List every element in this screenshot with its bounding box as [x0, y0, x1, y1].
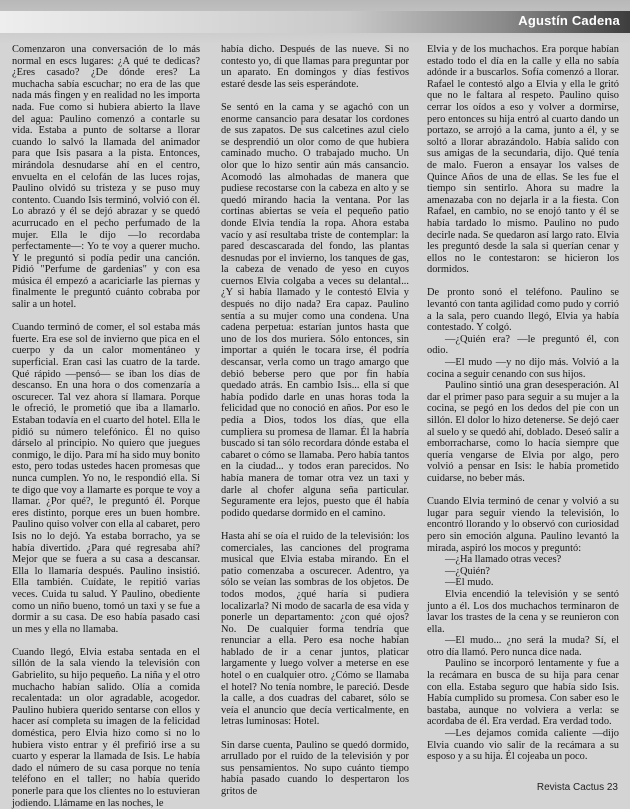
paragraph: Hasta ahí se oía el ruido de la televisión: los comerciales, las canciones del programa musical que Elvia estaba mirando. En el patio comenzaba a oscurecer. Adentro, ya sólo se veían las sombras de los objetos. De todos modos, ¿qué haría si pudiera localizarla? Ni modo de sacarla de esa vida y ponerle un departamento: ¿con qué ojos? No. De cualquier forma tendría que renunciar a ella. Pero esa noche habían hablado de ir a cenar juntos, platicar largamente y luego volver a meterse en ese hotel o en cualquier otro. ¿Cómo se llamaba el hotel? No tenía nombre, le pareció. Desde la calle, a dos cuadras del cabaret, sólo se veía el anuncio que decía verticalmente, en letras luminosas: Hotel.	[221, 530, 409, 728]
dialogue-line: —Les dejamos comida caliente —dijo Elvia cuando vio salir de la recámara a su esposo y a su hija. Él cojeaba un poco.	[427, 728, 619, 763]
paragraph: Cuando llegó, Elvia estaba sentada en el sillón de la sala viendo la televisión con Gabrielito, su hijo pequeño. La niña y el otro muchacho habían salido. Olía a comida recalentada: un olor agradable, acogedor. Paulino hubiera querido sentarse con ellos y hacer así completa su imagen de la felicidad doméstica, pero Elvia hizo como si no lo hubiera visto entrar y él prefirió irse a su cuarto y esperar la llamada de Isis. Le había dado el número de su casa porque no tenía teléfono en el taller; no había querido ponerle para que los clientes no lo estuvieran jodiendo. Llámame en las noches, le	[12, 646, 200, 809]
paragraph: Elvia encendió la televisión y se sentó junto a él. Los dos muchachos terminaron de lavar los trastes de la cena y se reunieron con ella.	[427, 588, 619, 635]
dialogue-line: —¿Quién?	[445, 565, 491, 577]
dialogue-line: —El mudo.	[445, 577, 494, 589]
paragraph: De pronto sonó el teléfono. Paulino se levantó con tanta agilidad como pudo y corrió a la sala, pero cuando llegó, Elvia ya había contestado. Y colgó.	[427, 287, 619, 334]
text-column-2	[221, 44, 409, 797]
paragraph: Sin darse cuenta, Paulino se quedó dormido, arrullado por el ruido de la televisión y por sus pensamientos. No supo cuánto tiempo había pasado cuando lo despertaron los gritos de	[221, 739, 409, 797]
paragraph: Paulino se incorporó lentamente y fue a la recámara en busca de su hija para cenar con ella. Estaba seguro que había sido Isis. Había cumplido su promesa. Con saber eso le bastaba, aunque no volviera a verla: se acordaba de él. Era verdad. Era verdad todo.	[427, 658, 619, 728]
footer-magazine-page: Revista Cactus 23	[536, 782, 618, 793]
paragraph: Cuando terminó de comer, el sol estaba más fuerte. Era ese sol de invierno que pica en el cuerpo y da un calor momentáneo y superficial. Eran casi las cuatro de la tarde. Qué rápido —pensó— se iban los días de descanso. En una hora o dos comenzaría a oscurecer. Tal vez ahora sí llamara. Porque le ofreció, le prometió que iba a llamarlo. Estaban todavía en el cuarto del hotel. Ella le pidió su número telefónico. Él no quiso dárselo al principio. No quiero que juegues conmigo, le dijo. Para mí ha sido muy bonito esto, pero todas ustedes hacen promesas que nunca cumplen. Yo no, le respondió ella. Si te digo que voy a llamarte es porque te voy a llamar. ¿Por qué?, le preguntó él. Porque eres distinto, porque eres un buen hombre. Paulino quiso volver con ella al cabaret, pero Isis no lo dejó. Ya estaba borracho, ya se había divertido. ¿Para qué regresaba ahí? Mejor que se fuera a su casa a descansar. Ella lo llamaría después. Paulino insistió. Ella también. Cuídate, le repitió varias veces. Cuida tu salud. Y Paulino, obediente como un niño bueno, tomó un taxi y se fue a dormir a su casa. De eso había pasado casi un mes y ella no llamaba.	[12, 322, 200, 635]
paragraph: Cuando Elvia terminó de cenar y volvió a su lugar para seguir viendo la televisión, lo encontró llorando y lo observó con curiosidad pero sin emoción alguna. Paulino levantó la mirada, aspiró los mocos y preguntó:	[427, 496, 619, 554]
paragraph: Paulino sintió una gran desesperación. Al dar el primer paso para seguir a su mujer a la cocina, se pegó en los dedos del pie con un sillón. El dolor lo hizo detenerse. Se dejó caer al suelo y se quedó ahí, doblado. Deseó salir a emborracharse, como lo hacía siempre que quería vengarse de Elvia por algo, pero volvió a pensar en Isis: le había prometido cuidarse, no beber más.	[427, 380, 619, 484]
dialogue-line: —¿Ha llamado otras veces?	[445, 554, 562, 566]
paragraph: Comenzaron una conversación de lo más normal en escs lugares: ¿A qué te dedicas? ¿Eres casado? ¿De dónde eres? La muchacha sabía escuchar; no era de las que nada más fingen y en realidad no les importa nada. Fue como si hubiera abierto la llave del agua: Paulino comenzó a contarle su vida. Estaba a punto de soltarse a llorar cuando lo salvó la llamada del animador para que Isis pasara a la pista. Entonces, mirándola desnudarse ahí en el centro, envuelta en el celofán de las luces rojas, Paulino olvidó su tristeza y se puso muy contento. Cuando Isis terminó, volvió con él. Lo abrazó y él se dejó abrazar y se quedó acurrucado en el pecho perfumado de la mujer. Ella le dijo —lo recordaba perfectamente—: Yo te voy a querer mucho. Y le preguntó si podía pedir una canción. Pidió "Perfume de gardenias" y con esa música él empezó a acariciarle las piernas y finalmente le preguntó cuánto cobraba por salir a un hotel.	[12, 44, 200, 311]
dialogue-line: —El mudo... ¿no será la muda? Sí, el otro día llamó. Pero nunca dice nada.	[427, 635, 619, 658]
author-name: Agustín Cadena	[518, 13, 620, 28]
paragraph: Se sentó en la cama y se agachó con un enorme cansancio para desatar los cordones de sus zapatos. De sus calcetines azul cielo se desprendió un olor como de que hubiera caminado mucho. O trabajado mucho. Un olor que lo hizo sentir aún más cansancio. Acomodó las almohadas de manera que pudiese recostarse con la cabeza en alto y se quedó mirando hacia la ventana. Por las cortinas abiertas se veía el pequeño patio donde Elvia tendía la ropa. Ahora estaba vacío y así resultaba triste de contemplar: la pared descascarada del fondo, las plantas desnudas por el invierno, los tanques de gas, la cabeza de venado de yeso en cuyos cuernos Elvia colgaba a veces su delantal... ¿Y si había llamado y le contestó Elvia y después no dijo nada? Era capaz. Paulino sentía a su mujer como una condena. Una cadena perpetua: estarían juntos hasta que uno de los dos muriera. Sólo entonces, sin importar a quién le tocara irse, él podría descansar, verla como un trago amargo que debió beberse pero que por fin había quedado atrás. En cambio Isis... ella sí que había podido darle en unas horas toda la felicidad que no conoció en años. Por eso le pedía a Dios, todos los días, que ella cumpliera su promesa de llamar. Él la habría buscado si tan sólo recordara dónde estaba el cabaret o cómo se llamaba. Pero había tantos en la ciudad... y todos eran parecidos. No había manera de tomar otra vez un taxi y darle al chofer alguna seña particular. Seguramente era lejos, puesto que él había podido quedarse dormido en el camino.	[221, 101, 409, 519]
text-column-1	[12, 44, 200, 809]
paragraph: había dicho. Después de las nueve. Si no contesto yo, di que llamas para preguntar por un aparato. En domingos y días festivos estaré desde las seis esperándote.	[221, 44, 409, 90]
paragraph: Elvia y de los muchachos. Era porque habían estado todo el día en la calle y ella no sabía adónde ir a buscarlos. Sofía comenzó a llorar. Rafael le contestó algo a Elvia y ella le gritó que no le faltara al respeto. Paulino quiso cerrar los oídos a eso y volver a dormirse, pero entonces su hija entró al cuarto dando un portazo, se arrojó a la cama, junto a él, y se soltó a llorar abrazándolo. Había salido con sus amigas de la secundaria, dijo. Qué tenía de malo. Fueron a ensayar los valses de Quince Años de una de ellas. Se les fue el tiempo sin sentirlo. Ahora su madre la amenazaba con no dejarla ir a la fiesta. Con Rafael, en cambio, no se enojó tanto y él se había tardado lo mismo. Paulino no pudo decirle nada. Se quedaron así largo rato. Elvia les preguntó desde la sala si querían cenar y ellos no le contestaron: se hicieron los dormidos.	[427, 44, 619, 276]
dialogue-line: —¿Quién era? —le preguntó él, con odio.	[427, 333, 619, 357]
text-column-3	[427, 44, 619, 774]
dialogue-line: —El mudo —y no dijo más. Volvió a la cocina a seguir cenando con sus hijos.	[427, 357, 619, 380]
